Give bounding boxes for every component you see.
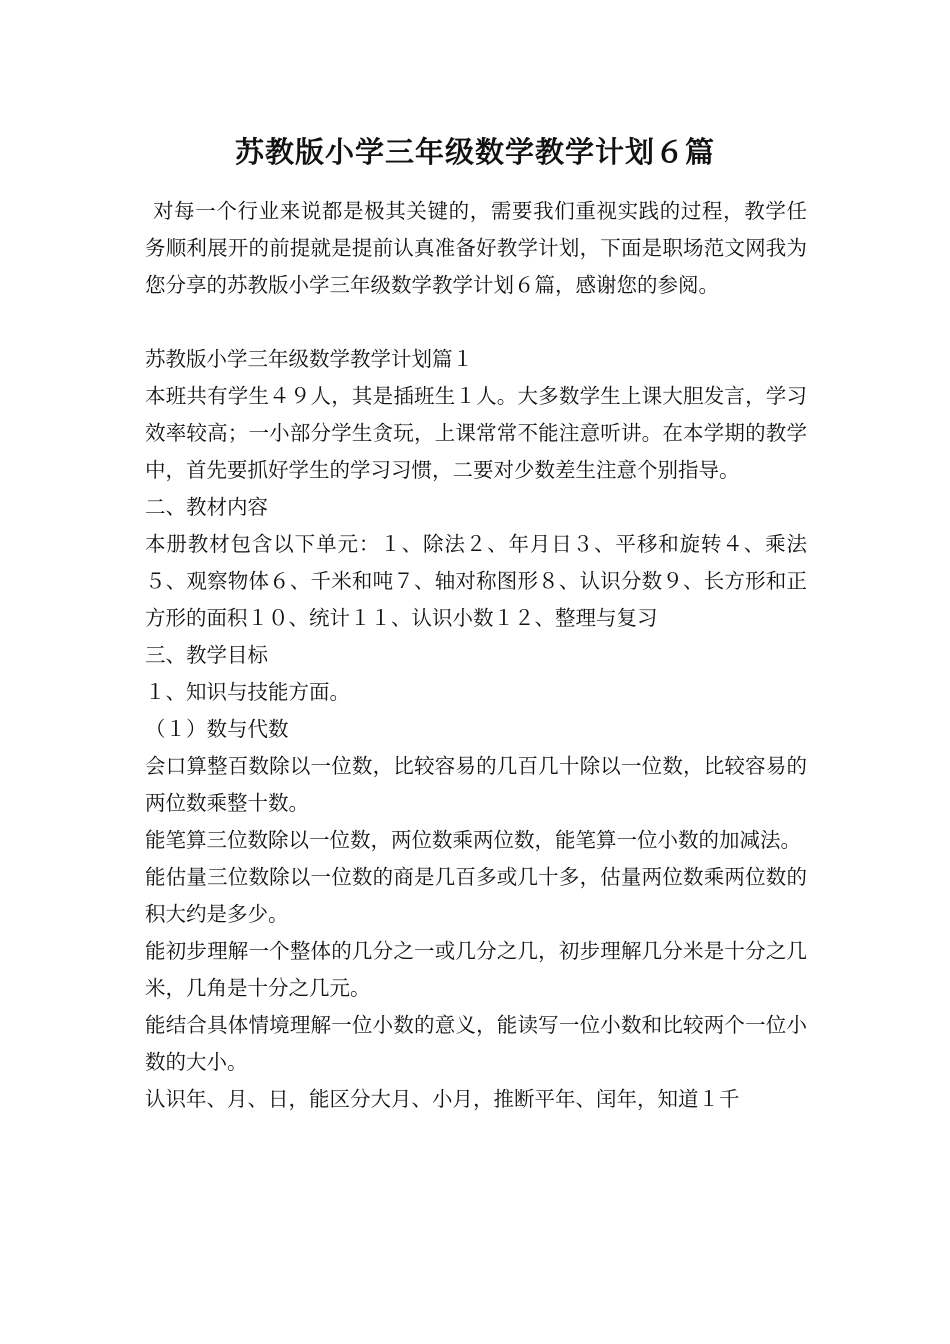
body-paragraph-estimation: 能估量三位数除以一位数的商是几百多或几十多，估量两位数乘两位数的积大约是多少。 xyxy=(145,865,807,926)
heading-textbook-content: 二、教材内容 xyxy=(145,495,268,519)
body-paragraph-calendar: 认识年、月、日，能区分大月、小月，推断平年、闰年，知道１千 xyxy=(145,1087,740,1111)
body-paragraph-written-calculation: 能笔算三位数除以一位数，两位数乘两位数，能笔算一位小数的加减法。 xyxy=(145,828,801,852)
blank-line xyxy=(145,304,807,341)
document-body xyxy=(145,193,807,1118)
section-heading: 苏教版小学三年级数学教学计划篇１ xyxy=(145,347,473,371)
body-paragraph-units: 本册教材包含以下单元：１、除法２、年月日３、平移和旋转４、乘法５、观察物体６、千米和吨７、轴对称图形８、认识分数９、长方形和正方形的面积１０、统计１１、认识小数１２、整理与复习 xyxy=(145,532,807,630)
body-paragraph-decimals: 能结合具体情境理解一位小数的意义，能读写一位小数和比较两个一位小数的大小。 xyxy=(145,1013,807,1074)
intro-paragraph: 对每一个行业来说都是极其关键的，需要我们重视实践的过程，教学任务顺利展开的前提就是提前认真准备好教学计划，下面是职场范文网我为您分享的苏教版小学三年级数学教学计划６篇，感谢您的参阅。 xyxy=(145,199,807,297)
document-title: 苏教版小学三年级数学教学计划６篇 xyxy=(234,135,715,169)
body-paragraph-class-overview: 本班共有学生４９人，其是插班生１人。大多数学生上课大胆发言，学习效率较高；一小部分学生贪玩，上课常常不能注意听讲。在本学期的教学中，首先要抓好学生的学习习惯，二要对少数差生注意个别指导。 xyxy=(145,384,807,482)
body-paragraph-fractions: 能初步理解一个整体的几分之一或几分之几，初步理解几分米是十分之几米，几角是十分之几元。 xyxy=(145,939,807,1000)
subheading-numbers-algebra: （１）数与代数 xyxy=(145,717,289,741)
body-paragraph-oral-calculation: 会口算整百数除以一位数，比较容易的几百几十除以一位数，比较容易的两位数乘整十数。 xyxy=(145,754,807,815)
heading-teaching-goals: 三、教学目标 xyxy=(145,643,268,667)
subheading-knowledge-skills: １、知识与技能方面。 xyxy=(145,680,350,704)
